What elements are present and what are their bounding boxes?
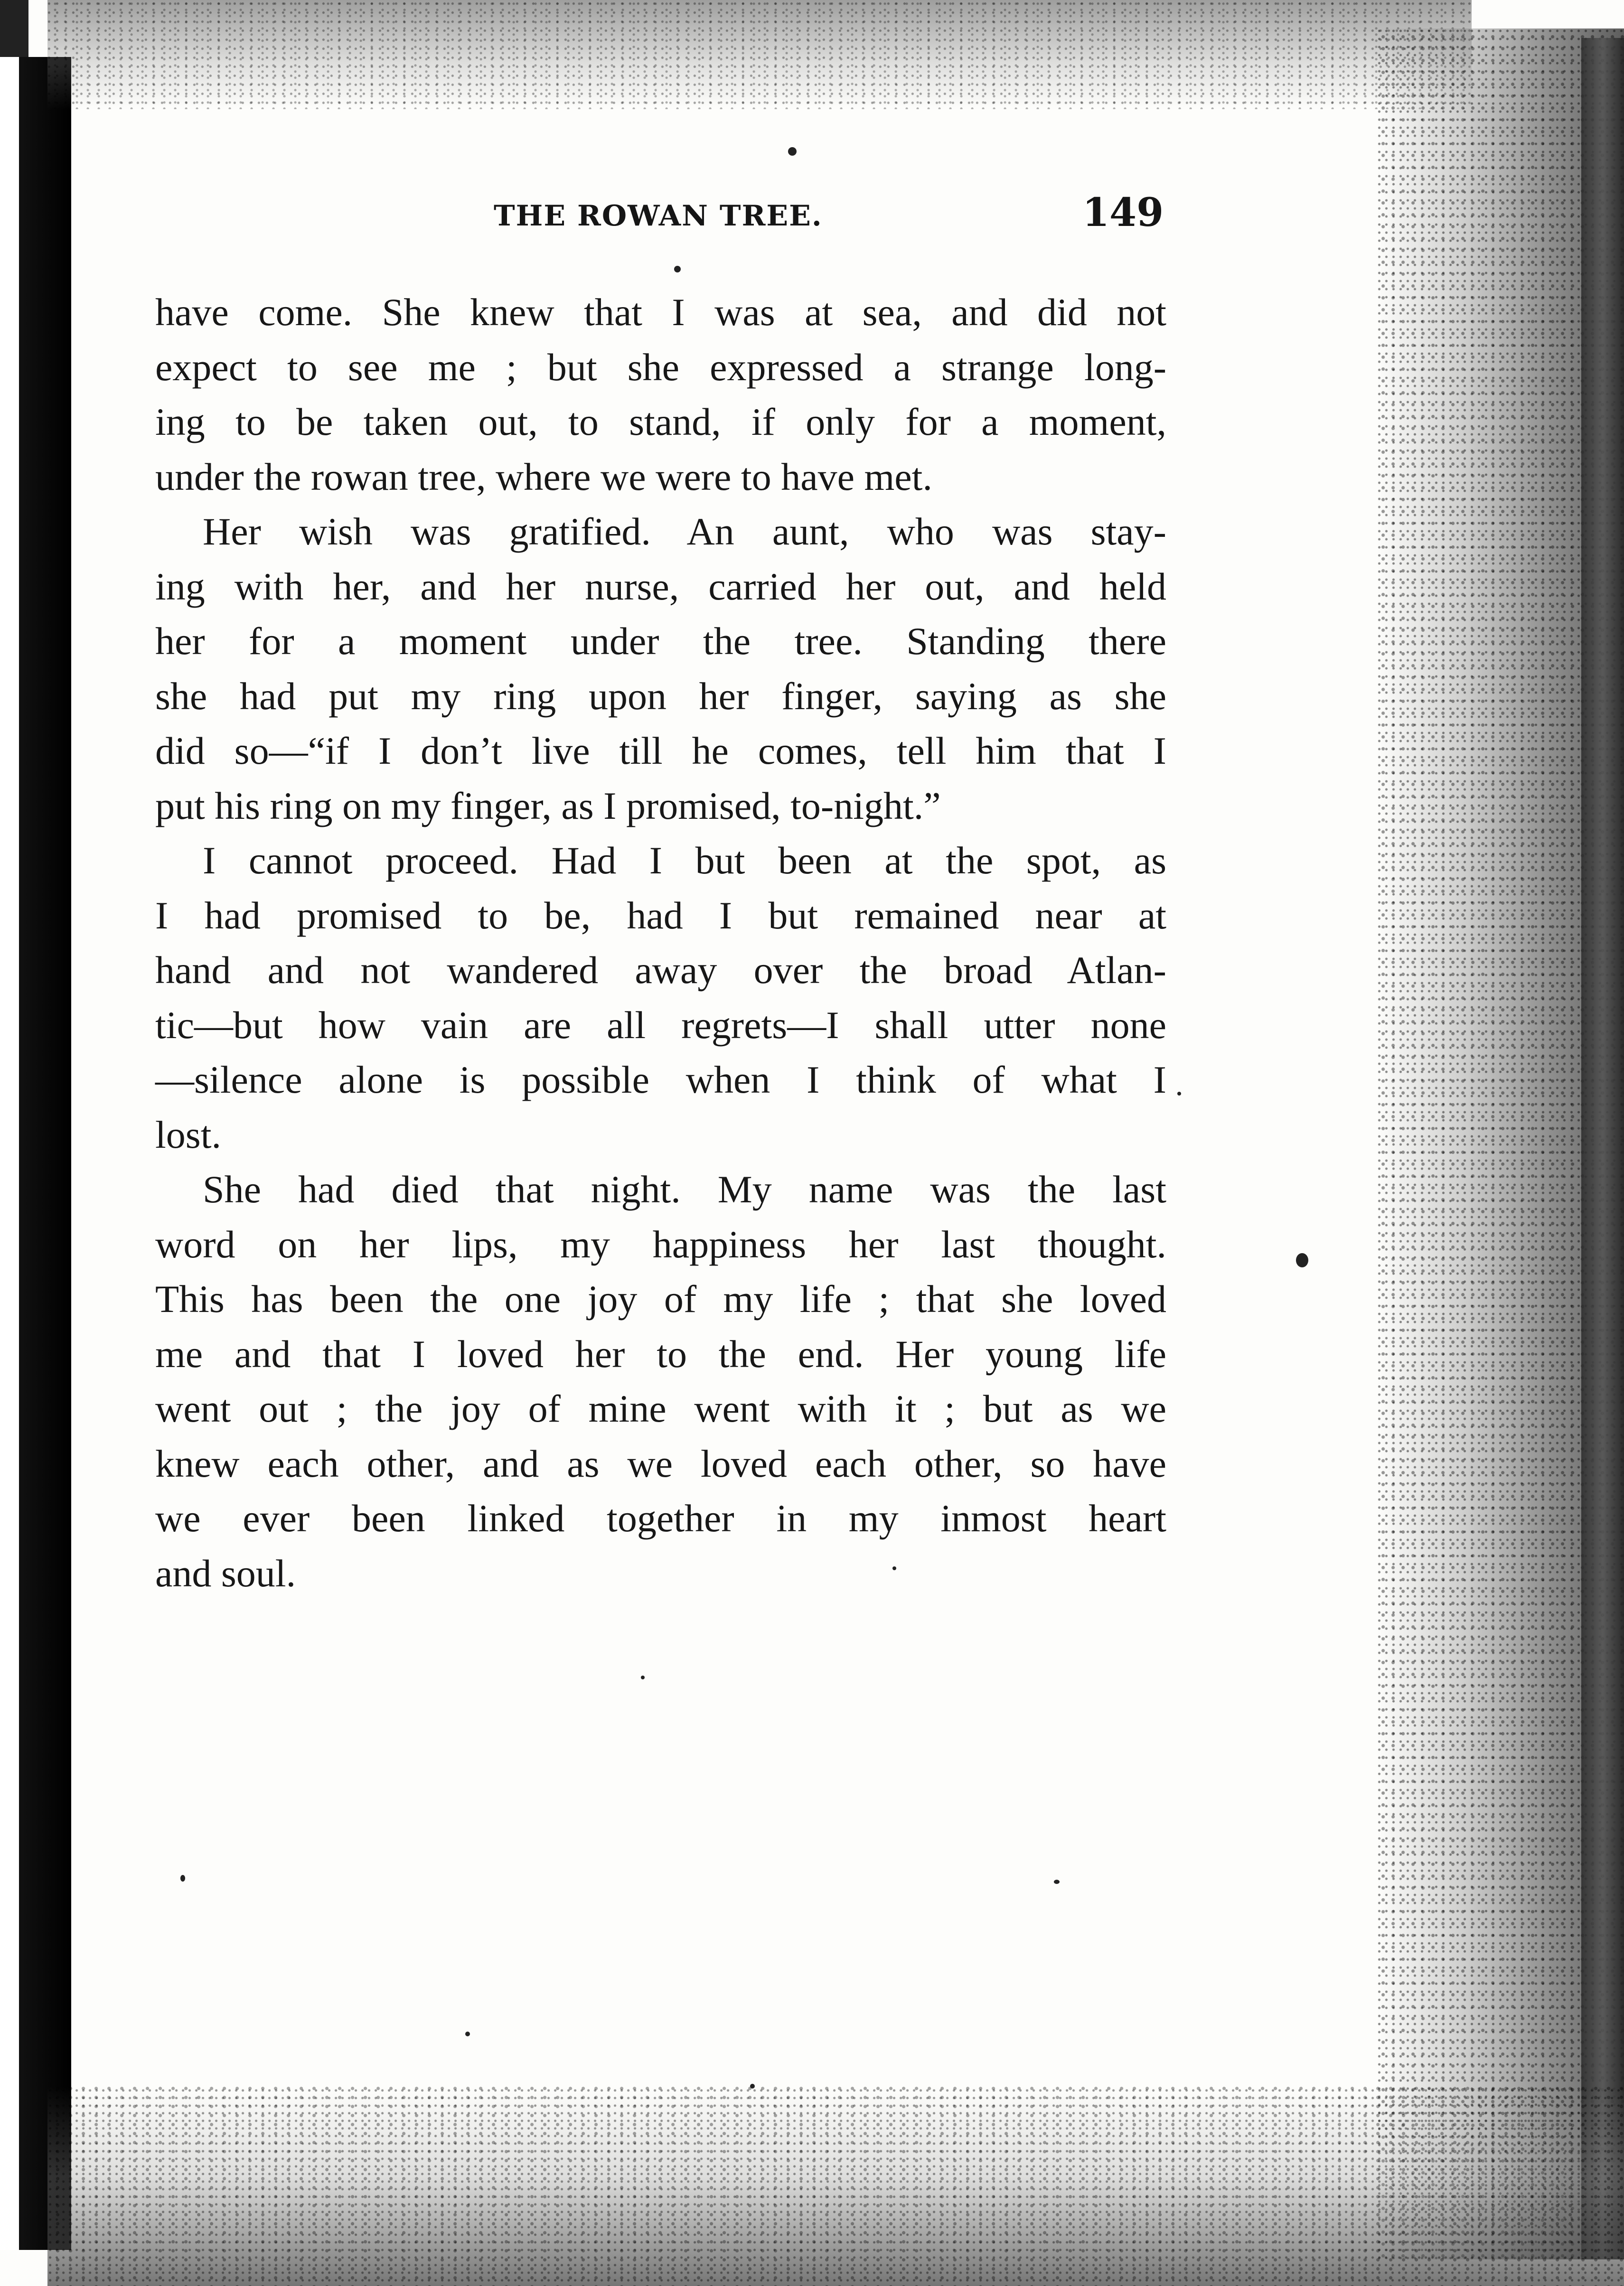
text-line: hand and not wandered away over the broad Atlan- <box>155 948 1166 992</box>
text-line: put his ring on my finger, as I promised, to-night.” <box>155 784 941 827</box>
text-line: have come. She knew that I was at sea, and did not <box>155 290 1166 334</box>
text-line: —silence alone is possible when I think of what I <box>155 1058 1166 1101</box>
text-line: lost. <box>155 1113 221 1156</box>
text-line: did so—“if I don’t live till he comes, tell him that I <box>155 729 1166 772</box>
binding-shadow <box>0 57 71 2250</box>
text-line: knew each other, and as we loved each other, so have <box>155 1442 1166 1485</box>
text-line: me and that I loved her to the end. Her young life <box>155 1332 1166 1376</box>
paragraph-first-line: I cannot proceed. Had I but been at the spot, as <box>203 839 1166 882</box>
scan-speck <box>1177 1092 1181 1096</box>
scan-speck <box>465 2032 470 2036</box>
scan-speck <box>1054 1880 1060 1884</box>
scan-speck <box>641 1676 645 1679</box>
scan-speck <box>892 1566 896 1570</box>
text-line: under the rowan tree, where we were to have met. <box>155 455 932 498</box>
text-line: we ever been linked together in my inmost heart <box>155 1497 1166 1540</box>
text-line: word on her lips, my happiness her last thought. <box>155 1222 1166 1266</box>
right-edge-strip <box>1581 38 1624 2259</box>
text-line: and soul. <box>155 1551 296 1595</box>
page-number: 149 <box>1082 190 1164 235</box>
text-line: tic—but how vain are all regrets—I shall utter none <box>155 1003 1166 1047</box>
text-line: she had put my ring upon her finger, saying as she <box>155 674 1166 718</box>
top-edge-foxing <box>47 0 1472 109</box>
text-line: expect to see me ; but she expressed a strange long- <box>155 345 1166 389</box>
scan-speck <box>750 2084 755 2089</box>
scan-speck <box>788 147 797 156</box>
running-head: THE ROWAN TREE. <box>494 199 823 233</box>
text-line: went out ; the joy of mine went with it ; but as we <box>155 1387 1166 1430</box>
text-line: This has been the one joy of my life ; that she loved <box>155 1277 1166 1321</box>
text-line: her for a moment under the tree. Standing there <box>155 619 1166 663</box>
paragraph-first-line: She had died that night. My name was the last <box>203 1168 1166 1211</box>
body-text <box>155 285 1166 1601</box>
bottom-edge-foxing <box>47 2087 1624 2286</box>
scan-speck <box>180 1875 185 1882</box>
text-line: I had promised to be, had I but remained near at <box>155 893 1166 937</box>
text-line: ing with her, and her nurse, carried her out, and held <box>155 564 1166 608</box>
text-line: ing to be taken out, to stand, if only for a moment, <box>155 400 1166 443</box>
scan-speck <box>674 266 681 272</box>
scan-speck <box>1296 1253 1308 1267</box>
paragraph-first-line: Her wish was gratified. An aunt, who was stay- <box>203 510 1166 553</box>
